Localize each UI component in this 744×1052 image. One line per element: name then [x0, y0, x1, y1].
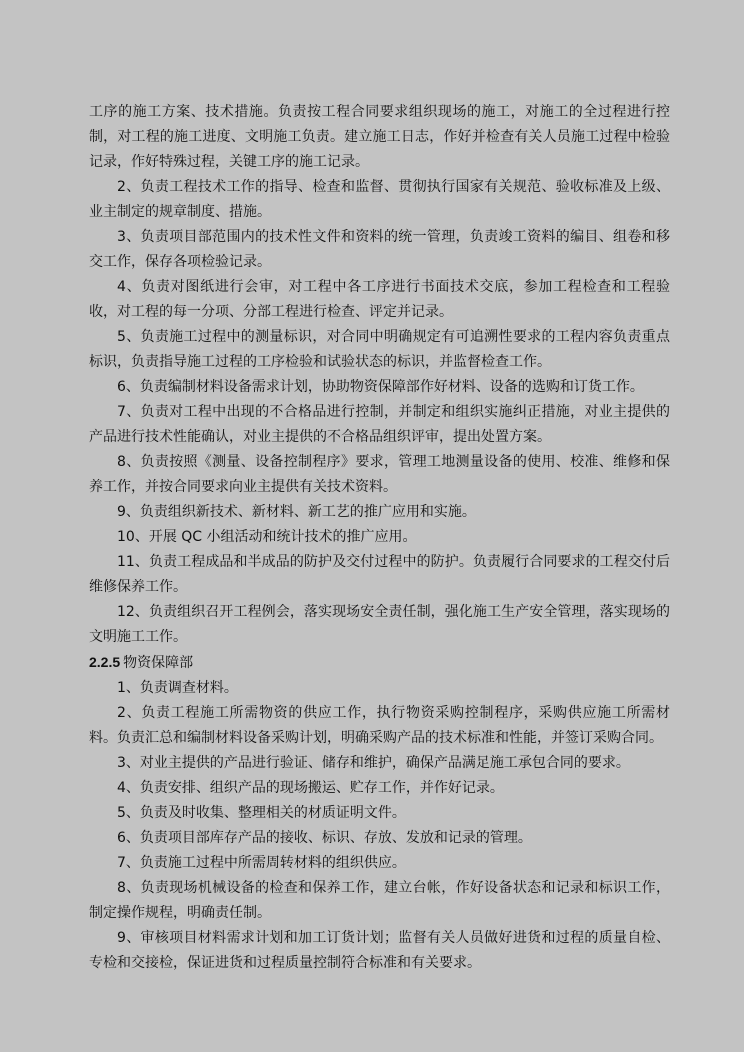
- engineering-item-4: 4、负责对图纸进行会审，对工程中各工序进行书面技术交底，参加工程检查和工程验收，对工程的每一分项、分部工程进行检查、评定并记录。: [89, 279, 670, 320]
- materials-item-3: 3、对业主提供的产品进行验证、储存和维护，确保产品满足施工承包合同的要求。: [117, 755, 630, 771]
- section-number: 2.2.5: [89, 654, 121, 670]
- engineering-item-7: 7、负责对工程中出现的不合格品进行控制，并制定和组织实施纠正措施，对业主提供的产品进行技术性能确认，对业主提供的不合格品组织评审，提出处置方案。: [89, 404, 670, 445]
- document-body: [89, 100, 670, 976]
- materials-item-9: 9、审核项目材料需求计划和加工订货计划；监督有关人员做好进货和过程的质量自检、专检和交接检，保证进货和过程质量控制符合标准和有关要求。: [89, 930, 670, 971]
- materials-item-1: 1、负责调查材料。: [117, 680, 238, 696]
- materials-item-4: 4、负责安排、组织产品的现场搬运、贮存工作，并作好记录。: [117, 780, 504, 796]
- engineering-item-5: 5、负责施工过程中的测量标识，对合同中明确规定有可追溯性要求的工程内容负责重点标识，负责指导施工过程的工序检验和试验状态的标识，并监督检查工作。: [89, 329, 670, 370]
- engineering-item-2: 2、负责工程技术工作的指导、检查和监督、贯彻执行国家有关规范、验收标准及上级、业主制定的规章制度、措施。: [89, 179, 670, 220]
- materials-item-2: 2、负责工程施工所需物资的供应工作，执行物资采购控制程序，采购供应施工所需材料。负责汇总和编制材料设备采购计划，明确采购产品的技术标准和性能，并签订采购合同。: [89, 705, 670, 746]
- engineering-item-3: 3、负责项目部范围内的技术性文件和资料的统一管理，负责竣工资料的编目、组卷和移交工作，保存各项检验记录。: [89, 229, 670, 270]
- materials-item-5: 5、负责及时收集、整理相关的材质证明文件。: [117, 805, 406, 821]
- engineering-item-10: 10、开展 QC 小组活动和统计技术的推广应用。: [117, 529, 417, 545]
- materials-item-7: 7、负责施工过程中所需周转材料的组织供应。: [117, 855, 406, 871]
- section-title: 物资保障部: [123, 655, 194, 671]
- engineering-item-6: 6、负责编制材料设备需求计划，协助物资保障部作好材料、设备的选购和订货工作。: [117, 379, 644, 395]
- engineering-item-11: 11、负责工程成品和半成品的防护及交付过程中的防护。负责履行合同要求的工程交付后维修保养工作。: [89, 554, 670, 595]
- engineering-item-8: 8、负责按照《测量、设备控制程序》要求，管理工地测量设备的使用、校准、维修和保养工作，并按合同要求向业主提供有关技术资料。: [89, 454, 670, 495]
- intro-paragraph: 工序的施工方案、技术措施。负责按工程合同要求组织现场的施工，对施工的全过程进行控制，对工程的施工进度、文明施工负责。建立施工日志，作好并检查有关人员施工过程中检验记录，作好特殊过程，关键工序的施工记录。: [89, 104, 670, 170]
- engineering-item-9: 9、负责组织新技术、新材料、新工艺的推广应用和实施。: [117, 504, 476, 520]
- section-heading: [89, 650, 670, 676]
- materials-item-8: 8、负责现场机械设备的检查和保养工作，建立台帐，作好设备状态和记录和标识工作，制定操作规程，明确责任制。: [89, 880, 670, 921]
- materials-item-6: 6、负责项目部库存产品的接收、标识、存放、发放和记录的管理。: [117, 830, 532, 846]
- engineering-item-12: 12、负责组织召开工程例会，落实现场安全责任制，强化施工生产安全管理，落实现场的文明施工工作。: [89, 604, 670, 645]
